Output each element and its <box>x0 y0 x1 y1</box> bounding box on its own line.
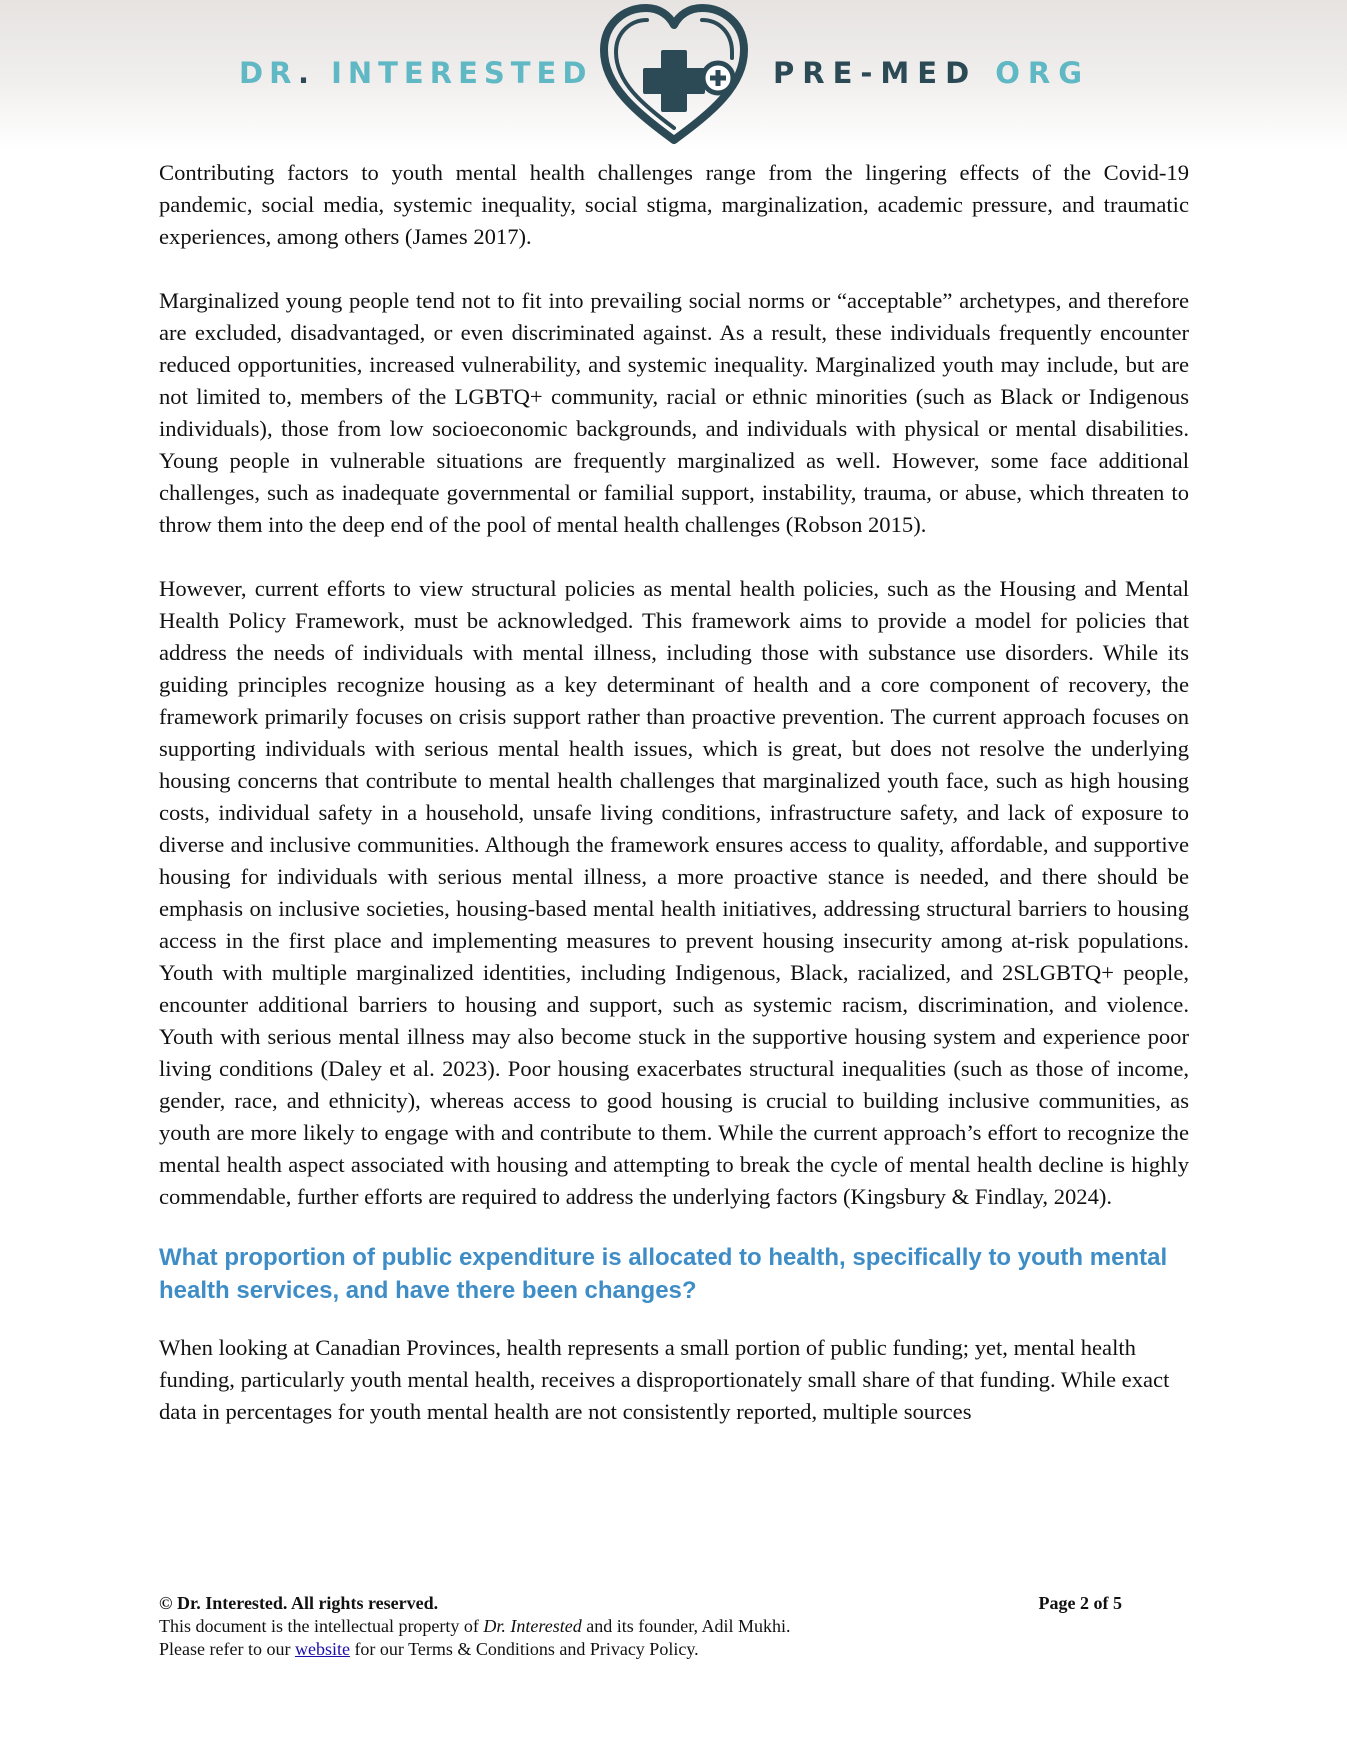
page-footer <box>159 1592 1122 1661</box>
brand-dot: . <box>297 56 315 90</box>
footer-brand-italic: Dr. Interested <box>483 1616 582 1636</box>
page-header <box>0 0 1347 150</box>
brand-name-right <box>773 56 1090 90</box>
section-heading: What proportion of public expenditure is allocated to health, specifically to youth mental health services, and have there been changes? <box>159 1244 1168 1304</box>
heart-stethoscope-medical-cross-icon <box>596 0 752 150</box>
footer-terms-suffix: for our Terms & Conditions and Privacy Policy. <box>349 1639 699 1659</box>
footer-ownership-suffix: and its founder, Adil Mukhi. <box>581 1616 791 1636</box>
website-link[interactable]: website <box>294 1639 350 1659</box>
paragraph-marginalized-youth: Marginalized young people tend not to fit into prevailing social norms or “acceptable” archetypes, and therefore are excluded, disadvantaged, or even discriminated against. As a result, these individuals frequently encounter reduced opportunities, increased vulnerability, and systemic inequality. Marginalized youth may include, but are not limited to, members of the LGBTQ+ community, racial or ethnic minorities (such as Black or Indigenous individuals), those from low socioeconomic backgrounds, and individuals with physical or mental disabilities. Young people in vulnerable situations are frequently marginalized as well. However, some face additional challenges, such as inadequate governmental or familial support, instability, trauma, or abuse, which threaten to throw them into the deep end of the pool of mental health challenges (Robson 2015). <box>159 288 1189 537</box>
footer-terms-prefix: Please refer to our <box>159 1639 295 1659</box>
page-number: Page 2 of 5 <box>1038 1593 1122 1613</box>
brand-dr: DR <box>239 56 298 90</box>
footer-ownership-line <box>159 1615 1122 1638</box>
paragraph-canadian-provinces: When looking at Canadian Provinces, health represents a small portion of public funding; yet, mental health funding, particularly youth mental health, receives a disproportionately small share of that funding. While exact data in percentages for youth mental health are not consistently reported, multiple sources <box>159 1335 1170 1424</box>
footer-copyright: © Dr. Interested. All rights reserved. <box>159 1593 439 1613</box>
brand-premed: PRE-MED <box>773 56 996 90</box>
brand-interested: INTERESTED <box>314 56 593 90</box>
footer-terms-line <box>159 1638 1122 1661</box>
paragraph-housing-framework: However, current efforts to view structural policies as mental health policies, such as the Housing and Mental Health Policy Framework, must be acknowledged. This framework aims to provide a model for policies that address the needs of individuals with mental illness, including those with substance use disorders. While its guiding principles recognize housing as a key determinant of health and a core component of recovery, the framework primarily focuses on crisis support rather than proactive prevention. The current approach focuses on supporting individuals with serious mental health issues, which is great, but does not resolve the underlying housing concerns that contribute to mental health challenges that marginalized youth face, such as high housing costs, individual safety in a household, unsafe living conditions, infrastructure safety, and lack of exposure to diverse and inclusive communities. Although the framework ensures access to quality, affordable, and supportive housing for individuals with serious mental illness, a more proactive stance is needed, and there should be emphasis on inclusive societies, housing-based mental health initiatives, addressing structural barriers to housing access in the first place and implementing measures to prevent housing insecurity among at-risk populations. Youth with multiple marginalized identities, including Indigenous, Black, racialized, and 2SLGBTQ+ people, encounter additional barriers to housing and support, such as systemic racism, discrimination, and violence. Youth with serious mental illness may also become stuck in the supportive housing system and experience poor living conditions (Daley et al. 2023). Poor housing exacerbates structural inequalities (such as those of income, gender, race, and ethnicity), whereas access to good housing is crucial to building inclusive communities, as youth are more likely to engage with and contribute to them. While the current approach’s effort to recognize the mental health aspect associated with housing and attempting to break the cycle of mental health decline is highly commendable, further efforts are required to address the underlying factors (Kingsbury & Findlay, 2024). <box>159 576 1189 1209</box>
brand-org: ORG <box>995 56 1091 90</box>
brand-name-left <box>239 56 592 90</box>
document-body <box>159 157 1189 1460</box>
footer-ownership-prefix: This document is the intellectual property of <box>159 1616 484 1636</box>
paragraph-contributing-factors: Contributing factors to youth mental health challenges range from the lingering effects of the Covid-19 pandemic, social media, systemic inequality, social stigma, marginalization, academic pressure, and traumatic experiences, among others (James 2017). <box>159 160 1189 249</box>
